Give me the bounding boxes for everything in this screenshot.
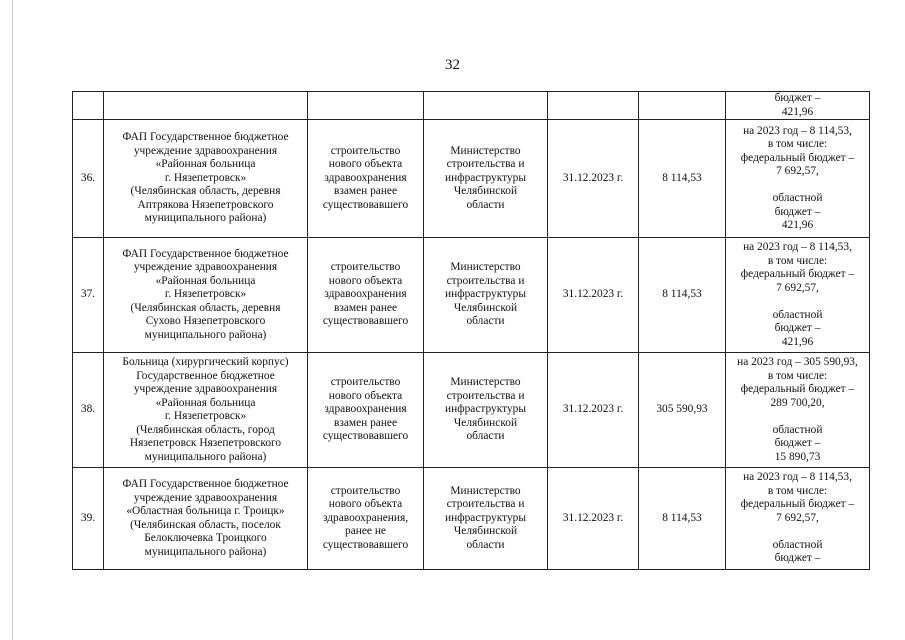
financing-line: федеральный бюджет – — [740, 498, 855, 511]
financing-line: на 2023 год – 305 590,93, — [737, 356, 858, 368]
work-line: строительство — [330, 376, 401, 389]
line-gap — [729, 410, 866, 424]
work-line: взамен ранее — [333, 185, 398, 198]
cell-amount: 8 114,53 — [639, 468, 726, 570]
cell-date — [548, 92, 639, 120]
financing-line: 421,96 — [781, 335, 814, 348]
scan-edge-line — [12, 0, 13, 640]
cell-financing — [726, 353, 870, 468]
object-line: «Областная больница г. Троицк» — [126, 505, 285, 517]
object-line: ФАП Государственное бюджетное — [122, 131, 289, 144]
object-line: Сухово Нязепетровского — [145, 315, 266, 328]
object-line: муниципального района) — [144, 545, 267, 558]
cell-amount: 305 590,93 — [639, 353, 726, 468]
financing-line: бюджет – — [774, 322, 821, 334]
work-line: здравоохранения — [324, 288, 407, 301]
objects-table — [72, 91, 870, 570]
cell-date: 31.12.2023 г. — [548, 120, 639, 238]
financing-line: федеральный бюджет – — [740, 151, 855, 164]
ministry-line: инфраструктуры — [445, 288, 526, 301]
work-line: нового объекта — [328, 498, 403, 511]
object-line: учреждение здравоохранения — [133, 383, 278, 395]
cell-financing — [726, 120, 870, 238]
object-line: ФАП Государственное бюджетное — [122, 478, 289, 490]
work-line: существовавшего — [322, 315, 409, 328]
object-line: «Районная больница — [155, 158, 256, 171]
cell-ministry — [424, 238, 548, 353]
ministry-line: строительства и — [446, 498, 525, 511]
financing-line: 421,96 — [781, 105, 814, 118]
object-line: Нязепетровск Нязепетровского — [129, 437, 282, 449]
line-gap — [729, 295, 866, 309]
object-line: (Челябинская область, поселок — [130, 518, 281, 531]
cell-work — [308, 92, 424, 120]
cell-amount — [639, 92, 726, 120]
ministry-line: инфраструктуры — [445, 511, 526, 524]
table-row-continuation — [73, 92, 870, 120]
object-line: ФАП Государственное бюджетное — [122, 247, 289, 260]
line-gap — [729, 525, 866, 539]
work-line: строительство — [330, 484, 401, 497]
ministry-line: строительства и — [446, 274, 525, 287]
object-line: Больница (хирургический корпус) — [122, 356, 289, 368]
financing-line: 421,96 — [781, 219, 814, 231]
financing-line: бюджет – — [774, 437, 821, 449]
ministry-line: Челябинской — [453, 301, 518, 314]
ministry-line: строительства и — [446, 389, 525, 402]
financing-line: бюджет – — [774, 205, 821, 218]
object-line: «Районная больница — [155, 274, 256, 287]
object-line: Белоключевка Троицкого — [144, 532, 267, 544]
cell-ministry — [424, 468, 548, 570]
cell-object — [104, 353, 308, 468]
cell-financing — [726, 238, 870, 353]
cell-financing — [726, 92, 870, 120]
ministry-line: Министерство — [450, 376, 521, 389]
financing-line: 7 692,57, — [776, 511, 819, 524]
object-line: учреждение здравоохранения — [133, 261, 278, 274]
object-line: г. Нязепетровск» — [164, 410, 247, 422]
ministry-line: строительства и — [446, 158, 525, 171]
object-line: муниципального района) — [144, 328, 267, 341]
work-line: взамен ранее — [333, 416, 398, 429]
ministry-line: Министерство — [450, 484, 521, 497]
work-line: нового объекта — [328, 389, 403, 402]
work-line: существовавшего — [322, 538, 409, 551]
financing-line: в том числе: — [767, 484, 828, 497]
cell-financing — [726, 468, 870, 570]
financing-line: на 2023 год – 8 114,53, — [743, 471, 852, 484]
table-row — [73, 120, 870, 238]
object-line: (Челябинская область, деревня — [130, 301, 281, 314]
financing-line: 7 692,57, — [776, 165, 819, 177]
object-line: Государственное бюджетное — [136, 369, 275, 382]
cell-date: 31.12.2023 г. — [548, 238, 639, 353]
cell-date: 31.12.2023 г. — [548, 353, 639, 468]
cell-object — [104, 238, 308, 353]
ministry-line: области — [466, 538, 505, 551]
object-line: учреждение здравоохранения — [133, 491, 278, 504]
ministry-line: области — [466, 315, 505, 328]
financing-line: областной — [772, 308, 823, 321]
financing-line: областной — [772, 192, 823, 204]
line-gap — [729, 179, 866, 193]
financing-line: в том числе: — [767, 254, 828, 267]
object-line: Аптрякова Нязепетровского — [137, 198, 274, 211]
object-line: г. Нязепетровск» — [164, 288, 247, 301]
cell-work — [308, 353, 424, 468]
object-line: (Челябинская область, город — [136, 423, 275, 436]
cell-num — [73, 92, 104, 120]
work-line: строительство — [330, 144, 401, 157]
financing-line: областной — [772, 538, 823, 551]
work-line: здравоохранения, — [322, 511, 409, 524]
financing-line: бюджет – — [774, 92, 821, 104]
cell-date: 31.12.2023 г. — [548, 468, 639, 570]
object-line: (Челябинская область, деревня — [130, 185, 281, 198]
table-row — [73, 353, 870, 468]
work-line: здравоохранения — [324, 171, 407, 184]
ministry-line: Челябинской — [453, 525, 518, 538]
page-number: 32 — [445, 57, 460, 73]
cell-ministry — [424, 353, 548, 468]
financing-line: в том числе: — [767, 138, 828, 150]
ministry-line: инфраструктуры — [445, 403, 526, 416]
table-row — [73, 238, 870, 353]
cell-object — [104, 92, 308, 120]
ministry-line: Министерство — [450, 261, 521, 274]
financing-line: федеральный бюджет – — [740, 268, 855, 280]
financing-line: 7 692,57, — [776, 281, 819, 294]
cell-num: 39. — [73, 468, 104, 570]
cell-amount: 8 114,53 — [639, 120, 726, 238]
work-line: существовавшего — [322, 198, 409, 211]
cell-num: 36. — [73, 120, 104, 238]
work-line: взамен ранее — [333, 301, 398, 314]
cell-object — [104, 120, 308, 238]
work-line: здравоохранения — [324, 403, 407, 416]
ministry-line: Челябинской — [453, 416, 518, 429]
cell-num: 37. — [73, 238, 104, 353]
ministry-line: инфраструктуры — [445, 171, 526, 184]
financing-line: на 2023 год – 8 114,53, — [743, 124, 852, 137]
object-line: г. Нязепетровск» — [164, 171, 247, 184]
cell-work — [308, 238, 424, 353]
work-line: ранее не — [345, 525, 386, 538]
financing-line: на 2023 год – 8 114,53, — [743, 241, 852, 253]
ministry-line: области — [466, 430, 505, 443]
ministry-line: Министерство — [450, 144, 521, 157]
ministry-line: области — [466, 198, 505, 211]
table-row — [73, 468, 870, 570]
financing-line: областной — [772, 423, 823, 436]
object-line: учреждение здравоохранения — [133, 144, 278, 157]
object-line: муниципального района) — [144, 212, 267, 225]
financing-line: 15 890,73 — [774, 450, 821, 463]
object-line: муниципального района) — [144, 450, 267, 463]
cell-work — [308, 120, 424, 238]
work-line: нового объекта — [328, 274, 403, 287]
cell-object — [104, 468, 308, 570]
financing-line: федеральный бюджет – — [740, 383, 855, 395]
cell-amount: 8 114,53 — [639, 238, 726, 353]
cell-work — [308, 468, 424, 570]
work-line: нового объекта — [328, 158, 403, 171]
financing-line: 289 700,20, — [770, 396, 825, 409]
cell-ministry — [424, 92, 548, 120]
financing-line: в том числе: — [767, 369, 828, 382]
ministry-line: Челябинской — [453, 185, 518, 198]
work-line: строительство — [330, 261, 401, 274]
object-line: «Районная больница — [155, 396, 256, 409]
cell-ministry — [424, 120, 548, 238]
work-line: существовавшего — [322, 430, 409, 443]
financing-line: бюджет – — [774, 552, 821, 565]
cell-num: 38. — [73, 353, 104, 468]
